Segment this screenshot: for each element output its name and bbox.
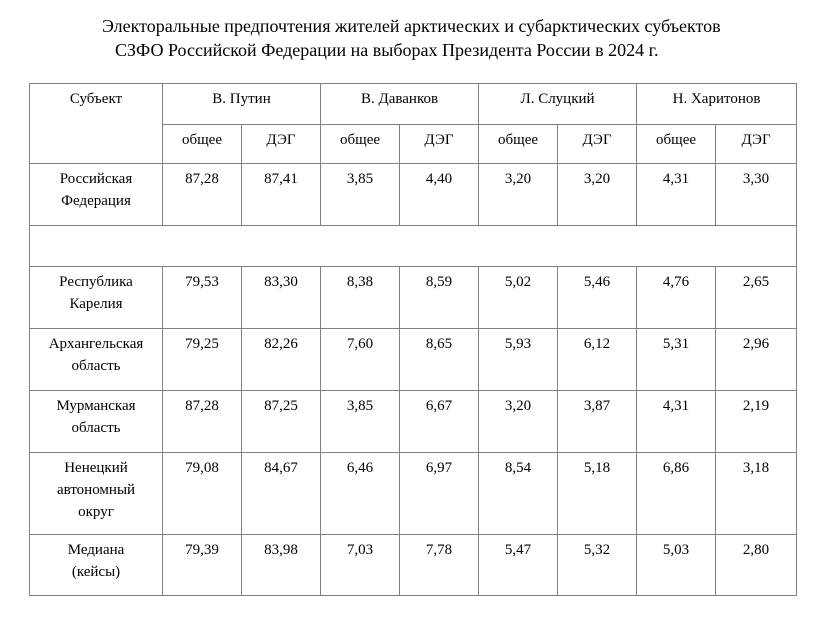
sub-header-deg: ДЭГ <box>400 125 479 164</box>
value-cell: 6,97 <box>400 453 479 535</box>
value-cell: 5,31 <box>637 329 716 391</box>
sub-header-deg: ДЭГ <box>558 125 637 164</box>
sub-header-total: общее <box>479 125 558 164</box>
value-cell: 3,30 <box>716 164 797 226</box>
table-row <box>30 535 797 596</box>
value-cell: 2,65 <box>716 267 797 329</box>
value-cell: 2,19 <box>716 391 797 453</box>
subject-line: Архангельская <box>48 336 144 352</box>
value-cell: 7,03 <box>321 535 400 596</box>
value-cell: 5,46 <box>558 267 637 329</box>
subject-cell <box>30 164 163 226</box>
subject-line: область <box>71 358 121 374</box>
value-cell: 4,76 <box>637 267 716 329</box>
value-cell: 83,30 <box>242 267 321 329</box>
value-cell: 3,18 <box>716 453 797 535</box>
value-cell: 5,47 <box>479 535 558 596</box>
subject-cell <box>30 267 163 329</box>
sub-header-deg: ДЭГ <box>716 125 797 164</box>
subject-cell <box>30 391 163 453</box>
election-results-table <box>29 83 797 596</box>
subject-line: Мурманская <box>56 398 136 414</box>
value-cell: 79,08 <box>163 453 242 535</box>
subject-line: Федерация <box>61 193 131 209</box>
value-cell: 3,85 <box>321 164 400 226</box>
value-cell: 87,28 <box>163 391 242 453</box>
value-cell: 2,80 <box>716 535 797 596</box>
table-row <box>30 267 797 329</box>
sub-header-total: общее <box>321 125 400 164</box>
value-cell: 79,25 <box>163 329 242 391</box>
value-cell: 3,20 <box>479 164 558 226</box>
value-cell: 8,38 <box>321 267 400 329</box>
subject-line: Медиана <box>67 542 125 558</box>
value-cell: 6,12 <box>558 329 637 391</box>
sub-header-total: общее <box>637 125 716 164</box>
candidate-header-slutsky: Л. Слуцкий <box>479 84 637 125</box>
table-row-federation <box>30 164 797 226</box>
value-cell: 5,93 <box>479 329 558 391</box>
value-cell: 83,98 <box>242 535 321 596</box>
title-line-1: Электоральные предпочтения жителей арктических и субарктических субъектов <box>102 16 721 36</box>
value-cell: 3,85 <box>321 391 400 453</box>
table-row-spacer <box>30 226 797 267</box>
spacer-cell <box>30 226 797 267</box>
table-title <box>0 14 832 62</box>
subject-header: Субъект <box>30 84 163 164</box>
candidate-header-putin: В. Путин <box>163 84 321 125</box>
sub-header-deg: ДЭГ <box>242 125 321 164</box>
value-cell: 87,41 <box>242 164 321 226</box>
value-cell: 6,67 <box>400 391 479 453</box>
value-cell: 8,54 <box>479 453 558 535</box>
value-cell: 6,46 <box>321 453 400 535</box>
value-cell: 3,20 <box>479 391 558 453</box>
value-cell: 5,02 <box>479 267 558 329</box>
subject-line: Республика <box>59 274 133 290</box>
value-cell: 6,86 <box>637 453 716 535</box>
sub-header-total: общее <box>163 125 242 164</box>
value-cell: 87,28 <box>163 164 242 226</box>
value-cell: 84,67 <box>242 453 321 535</box>
value-cell: 2,96 <box>716 329 797 391</box>
table-row <box>30 453 797 535</box>
subject-cell <box>30 453 163 535</box>
table-row <box>30 391 797 453</box>
value-cell: 8,59 <box>400 267 479 329</box>
title-line-2: СЗФО Российской Федерации на выборах Президента России в 2024 г. <box>115 40 659 60</box>
value-cell: 82,26 <box>242 329 321 391</box>
subject-line: Карелия <box>69 296 123 312</box>
table-row <box>30 329 797 391</box>
subject-cell <box>30 535 163 596</box>
value-cell: 5,03 <box>637 535 716 596</box>
value-cell: 79,53 <box>163 267 242 329</box>
value-cell: 79,39 <box>163 535 242 596</box>
value-cell: 4,31 <box>637 164 716 226</box>
subject-cell <box>30 329 163 391</box>
value-cell: 3,87 <box>558 391 637 453</box>
subject-line: (кейсы) <box>71 564 121 580</box>
value-cell: 4,40 <box>400 164 479 226</box>
value-cell: 7,60 <box>321 329 400 391</box>
subject-line: Российская <box>59 171 133 187</box>
candidate-header-davankov: В. Даванков <box>321 84 479 125</box>
candidate-header-kharitonov: Н. Харитонов <box>637 84 797 125</box>
subject-line: Ненецкий <box>64 460 128 476</box>
value-cell: 87,25 <box>242 391 321 453</box>
value-cell: 5,32 <box>558 535 637 596</box>
value-cell: 3,20 <box>558 164 637 226</box>
value-cell: 5,18 <box>558 453 637 535</box>
value-cell: 7,78 <box>400 535 479 596</box>
subject-line: округ <box>78 504 114 520</box>
subject-line: область <box>71 420 121 436</box>
value-cell: 8,65 <box>400 329 479 391</box>
subject-line: автономный <box>56 482 136 498</box>
header-row-candidates <box>30 84 797 125</box>
value-cell: 4,31 <box>637 391 716 453</box>
